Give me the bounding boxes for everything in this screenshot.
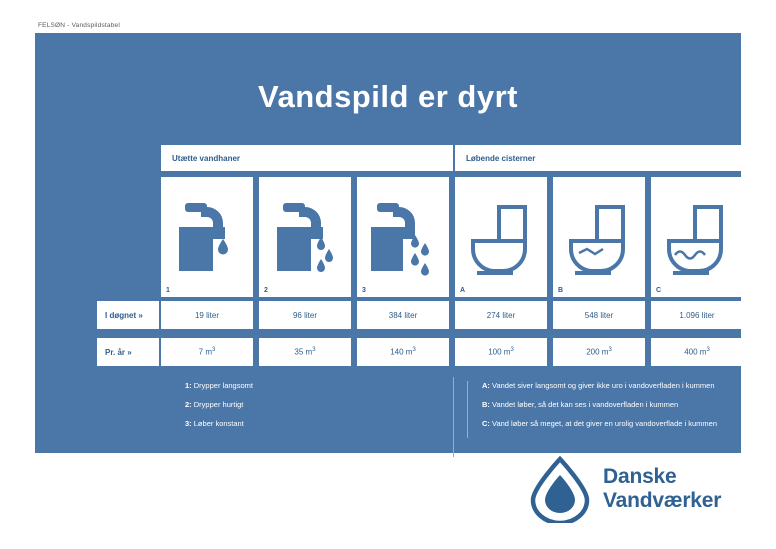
icon-cell-1-index: 1 <box>166 287 170 294</box>
toilet-ripple-icon <box>553 177 645 297</box>
row-label-per-day-text: I døgnet » <box>105 310 143 320</box>
icon-cell-A-index: A <box>460 287 466 294</box>
faucet-many-drops-icon <box>357 177 449 297</box>
faucet-one-drop-icon <box>161 177 253 297</box>
legend-item <box>185 400 440 410</box>
toilet-calm-icon <box>455 177 547 297</box>
icon-cell-B-index: B <box>558 287 564 294</box>
cell-year-1: 7 $m^3$ <box>161 338 253 366</box>
row-label-per-year-text: Pr. år » <box>105 347 132 357</box>
water-drop-logo-icon <box>525 455 595 523</box>
row-label-per-year <box>97 338 159 366</box>
legend-item <box>482 400 757 410</box>
legend-key: 1: <box>185 381 192 390</box>
cell-day-1: 19 liter <box>161 301 253 329</box>
legend-key: 2: <box>185 400 192 410</box>
breadcrumb: FELSØN - Vandspildstabel <box>38 22 120 29</box>
cell-year-B: 200 $m^3$ <box>553 338 645 366</box>
legend-faucets <box>185 381 440 438</box>
legend-key: 3: <box>185 419 192 429</box>
faucet-three-drops-icon <box>259 177 351 297</box>
blue-panel <box>35 33 741 453</box>
legend-key: C: <box>482 419 490 429</box>
legend-text: Vandet siver langsomt og giver ikke uro i vandoverfladen i kummen <box>492 381 715 390</box>
legend-text: Løber konstant <box>193 419 244 429</box>
legend-divider <box>453 377 454 457</box>
legend-item <box>482 419 757 429</box>
legend-key: A: <box>482 381 490 390</box>
cell-day-3: 384 liter <box>357 301 449 329</box>
row-label-per-day <box>97 301 159 329</box>
legend-text: Vandet løber, så det kan ses i vandoverfladen i kummen <box>492 400 679 410</box>
icon-cell-A <box>455 177 547 297</box>
legend-cisterns <box>467 381 757 438</box>
logo-line-1: Danske <box>603 465 677 488</box>
group-header-cisterns <box>455 145 747 171</box>
icon-cell-C <box>651 177 743 297</box>
logo-text <box>603 465 721 512</box>
legend-item <box>185 381 440 391</box>
cell-year-C: 400 $m^3$ <box>651 338 743 366</box>
cell-year-3: 140 $m^3$ <box>357 338 449 366</box>
group-header-cisterns-label: Løbende cisterner <box>466 153 536 163</box>
icon-cell-3 <box>357 177 449 297</box>
icon-cell-3-index: 3 <box>362 287 366 294</box>
logo-line-2: Vandværker <box>603 488 722 512</box>
icon-cell-B <box>553 177 645 297</box>
legend-key: B: <box>482 400 490 410</box>
cell-day-A: 274 liter <box>455 301 547 329</box>
group-header-faucets <box>161 145 453 171</box>
cell-day-C: 1.096 liter <box>651 301 743 329</box>
icon-cell-C-index: C <box>656 287 662 294</box>
icon-cell-2 <box>259 177 351 297</box>
cell-day-B: 548 liter <box>553 301 645 329</box>
group-header-faucets-label: Utætte vandhaner <box>172 153 241 163</box>
icon-cell-2-index: 2 <box>264 287 268 294</box>
toilet-wave-icon <box>651 177 743 297</box>
legend-text: Drypper hurtigt <box>193 400 244 410</box>
logo <box>525 455 740 525</box>
page-title: Vandspild er dyrt <box>257 79 518 114</box>
cell-year-A: 100 $m^3$ <box>455 338 547 366</box>
icon-cell-1 <box>161 177 253 297</box>
legend-item <box>185 419 440 429</box>
cell-year-2: 35 $m^3$ <box>259 338 351 366</box>
legend-item <box>482 381 757 391</box>
cell-day-2: 96 liter <box>259 301 351 329</box>
legend-text: Vand løber så meget, at det giver en urolig vandoverflade i kummen <box>492 419 717 429</box>
legend-text: Drypper langsomt <box>193 381 253 390</box>
